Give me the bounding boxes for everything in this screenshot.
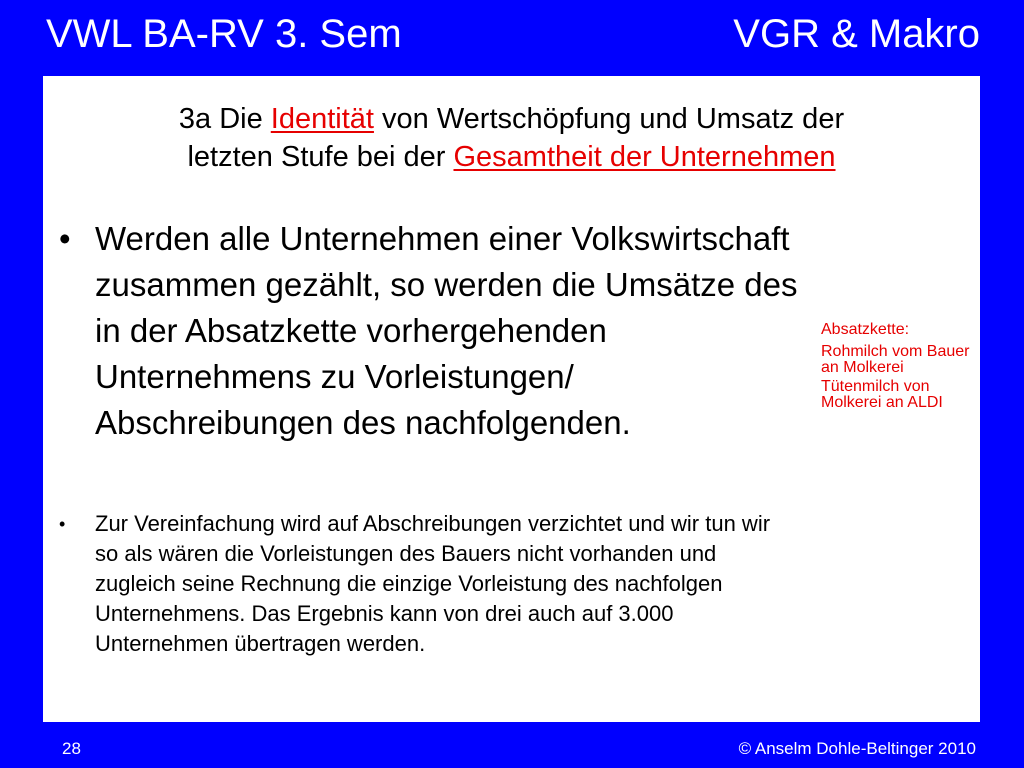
title-highlight-gesamtheit: Gesamtheit der Unternehmen <box>453 141 836 173</box>
slide-title-line-1 <box>43 100 980 138</box>
bullet-symbol: • <box>59 220 71 257</box>
side-note-heading: Absatzkette: <box>821 321 910 338</box>
side-note-item-rohmilch: Rohmilch vom Bauer an Molkerei <box>821 343 970 376</box>
bullet-item-secondary <box>59 509 799 659</box>
slide-content-panel <box>43 76 980 722</box>
bullet-item-main <box>59 216 799 446</box>
copyright-notice: © Anselm Dohle-Beltinger 2010 <box>738 739 976 758</box>
title-line1-suffix: von Wertschöpfung und Umsatz der <box>373 103 845 135</box>
slide-title <box>43 100 980 176</box>
side-note-absatzkette <box>821 322 981 414</box>
side-note-item-tuetenmilch: Tütenmilch von Molkerei an ALDI <box>821 378 943 411</box>
title-highlight-identitaet: Identität <box>270 103 374 135</box>
title-line2-prefix: letzten Stufe bei der <box>187 141 454 173</box>
page-number: 28 <box>62 739 81 758</box>
header-course-title: VWL BA-RV 3. Sem <box>46 12 402 56</box>
bullet-text-main: Werden alle Unternehmen einer Volkswirtschaft zusammen gezählt, so werden die Umsätze des in der Absatzkette vorhergehenden Unternehmens zu Vorleistungen/ Abschreibungen des nachfolgenden. <box>95 220 798 441</box>
title-line1-prefix: 3a Die <box>178 103 271 135</box>
bullet-text-secondary: Zur Vereinfachung wird auf Abschreibungen verzichtet und wir tun wir so als wären die Vorleistungen des Bauers nicht vorhanden und zugleich seine Rechnung die einzige Vorleistung des nachfolgen Unternehmens. Das Ergebnis kann von drei auch auf 3.000 Unternehmen übertragen werden. <box>95 511 771 656</box>
bullet-symbol: • <box>59 514 66 534</box>
header-topic-title: VGR & Makro <box>733 12 980 56</box>
slide-title-line-2 <box>43 138 980 176</box>
